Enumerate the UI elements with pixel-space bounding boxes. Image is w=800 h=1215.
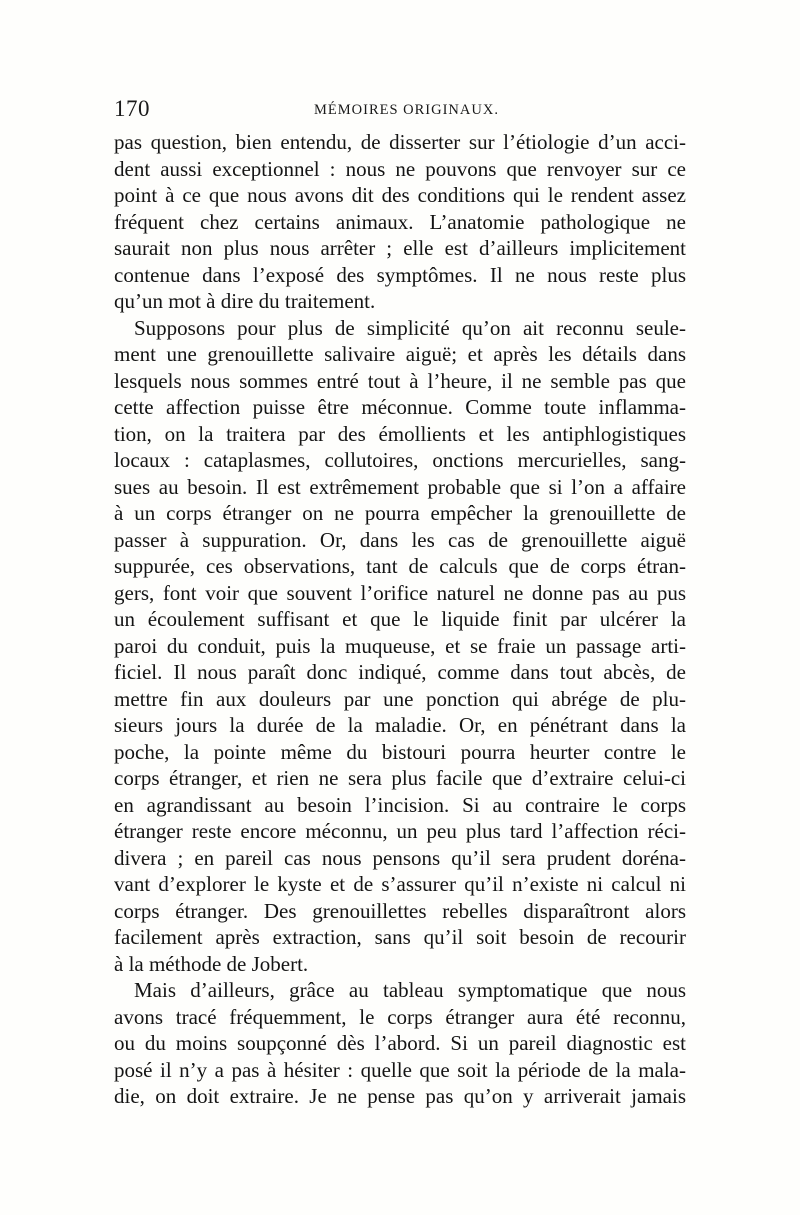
- text-line: en agrandissant au besoin l’incision. Si au contraire le corps: [114, 792, 686, 817]
- page-header: [114, 96, 686, 126]
- text-line: corps étranger, et rien ne sera plus facile que d’extraire celui-ci: [114, 766, 686, 790]
- text-line: suppurée, ces observations, tant de calculs que de corps étran-: [114, 554, 686, 578]
- text-line: gers, font voir que souvent l’orifice naturel ne donne pas au pus: [114, 580, 686, 605]
- body-text: [114, 129, 686, 1110]
- text-line: tion, on la traitera par des émollients et les antiphlogistiques: [114, 421, 686, 446]
- text-line: saurait non plus nous arrêter ; elle est d’ailleurs implicitement: [114, 236, 686, 260]
- text-line: Supposons pour plus de simplicité qu’on ait reconnu seule-: [134, 315, 686, 340]
- text-line: die, on doit extraire. Je ne pense pas qu’on y arriverait jamais: [114, 1084, 686, 1108]
- text-line: mettre fin aux douleurs par une ponction qui abrége de plu-: [114, 686, 686, 711]
- text-line: Mais d’ailleurs, grâce au tableau symptomatique que nous: [134, 978, 686, 1002]
- text-line: sues au besoin. Il est extrêmement probable que si l’on a affaire: [114, 474, 686, 499]
- text-line: qu’un mot à dire du traitement.: [114, 289, 376, 313]
- running-head: MÉMOIRES ORIGINAUX.: [314, 102, 499, 118]
- paragraph: [114, 977, 686, 1110]
- text-line: à la méthode de Jobert.: [114, 951, 309, 976]
- text-line: posé il n’y a pas à hésiter : quelle que soit la période de la mala-: [114, 1057, 686, 1082]
- text-line: corps étranger. Des grenouillettes rebelles disparaîtront alors: [114, 898, 686, 923]
- text-line: cette affection puisse être méconnue. Comme toute inflamma-: [114, 395, 686, 419]
- text-line: pas question, bien entendu, de disserter sur l’étiologie d’un acci-: [114, 130, 686, 154]
- text-line: dent aussi exceptionnel : nous ne pouvons que renvoyer sur ce: [114, 156, 686, 181]
- text-line: paroi du conduit, puis la muqueuse, et se fraie un passage arti-: [114, 633, 686, 658]
- text-line: poche, la pointe même du bistouri pourra heurter contre le: [114, 739, 686, 764]
- text-line: ficiel. Il nous paraît donc indiqué, comme dans tout abcès, de: [114, 660, 686, 684]
- paragraph: [114, 129, 686, 315]
- text-line: avons tracé fréquemment, le corps étranger aura été reconnu,: [114, 1004, 686, 1029]
- text-line: ou du moins soupçonné dès l’abord. Si un pareil diagnostic est: [114, 1031, 686, 1055]
- text-line: vant d’explorer le kyste et de s’assurer qu’il n’existe ni calcul ni: [114, 872, 686, 896]
- text-line: fréquent chez certains animaux. L’anatomie pathologique ne: [114, 209, 686, 234]
- text-line: ment une grenouillette salivaire aiguë; et après les détails dans: [114, 342, 686, 366]
- text-line: un écoulement suffisant et que le liquide finit par ulcérer la: [114, 607, 686, 631]
- text-line: contenue dans l’exposé des symptômes. Il ne nous reste plus: [114, 262, 686, 287]
- text-line: sieurs jours la durée de la maladie. Or, en pénétrant dans la: [114, 713, 686, 737]
- text-line: à un corps étranger on ne pourra empêcher la grenouillette de: [114, 501, 686, 525]
- text-line: lesquels nous sommes entré tout à l’heure, il ne semble pas que: [114, 368, 686, 393]
- text-line: divera ; en pareil cas nous pensons qu’il sera prudent doréna-: [114, 845, 686, 870]
- text-line: étranger reste encore méconnu, un peu plus tard l’affection réci-: [114, 819, 686, 843]
- text-line: locaux : cataplasmes, collutoires, onctions mercurielles, sang-: [114, 448, 686, 472]
- text-line: facilement après extraction, sans qu’il soit besoin de recourir: [114, 925, 686, 949]
- paragraph: [114, 315, 686, 978]
- text-line: passer à suppuration. Or, dans les cas de grenouillette aiguë: [114, 527, 686, 552]
- text-line: point à ce que nous avons dit des conditions qui le rendent assez: [114, 183, 686, 207]
- page-number: 170: [114, 96, 150, 121]
